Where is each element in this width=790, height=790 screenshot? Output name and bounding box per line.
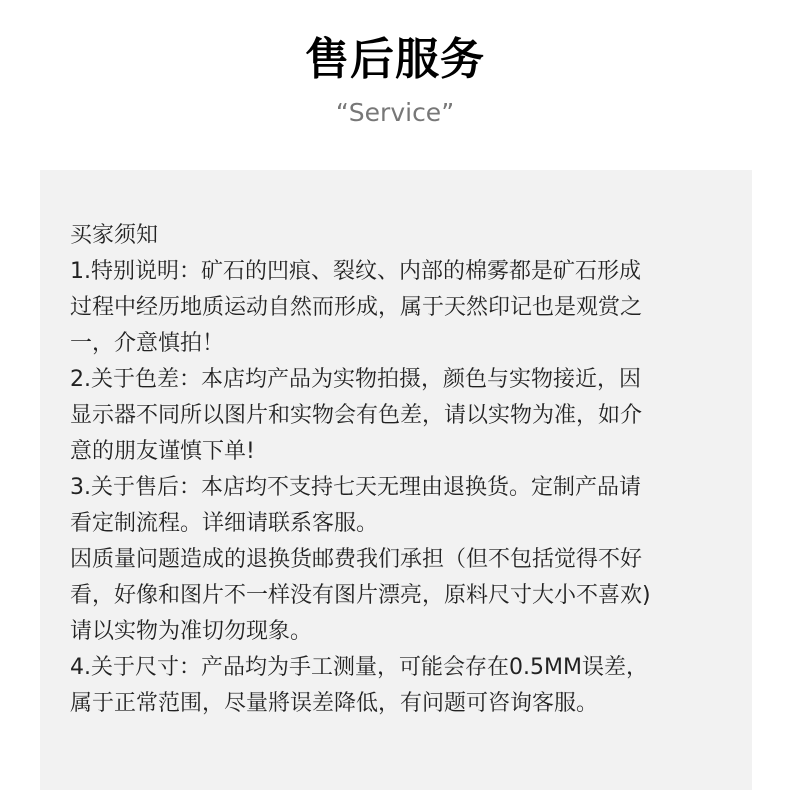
notice-line: 一，介意慎拍！ [70, 331, 225, 356]
notice-line: 显示器不同所以图片和实物会有色差，请以实物为准，如介 [70, 403, 643, 428]
notice-line: 看定制流程。详细请联系客服。 [70, 511, 379, 536]
notice-line: 1.特别说明：矿石的凹痕、裂纹、内部的棉雾都是矿石形成 [70, 259, 641, 284]
page-subtitle: “Service” [335, 98, 455, 127]
notice-line: 请以实物为准切勿现象。 [70, 619, 313, 644]
notice-text [70, 218, 730, 722]
page-title: 售后服务 [305, 34, 485, 85]
notice-heading: 买家须知 [70, 223, 159, 248]
notice-line: 因质量问题造成的退换货邮费我们承担（但不包括觉得不好 [70, 547, 643, 572]
notice-line: 看，好像和图片不一样没有图片漂亮，原料尺寸大小不喜欢) [70, 583, 651, 608]
notice-line: 过程中经历地质运动自然而形成，属于天然印记也是观赏之 [70, 295, 643, 320]
notice-line: 4.关于尺寸：产品均为手工测量，可能会存在0.5MM误差， [70, 655, 648, 680]
notice-line: 意的朋友谨慎下单! [70, 439, 255, 464]
notice-line: 属于正常范围，尽量將误差降低，有问题可咨询客服。 [70, 691, 599, 716]
notice-line: 3.关于售后：本店均不支持七天无理由退换货。定制产品请 [70, 475, 641, 500]
notice-line: 2.关于色差：本店均产品为实物拍摄，颜色与实物接近，因 [70, 367, 641, 392]
notice-panel [40, 170, 752, 790]
